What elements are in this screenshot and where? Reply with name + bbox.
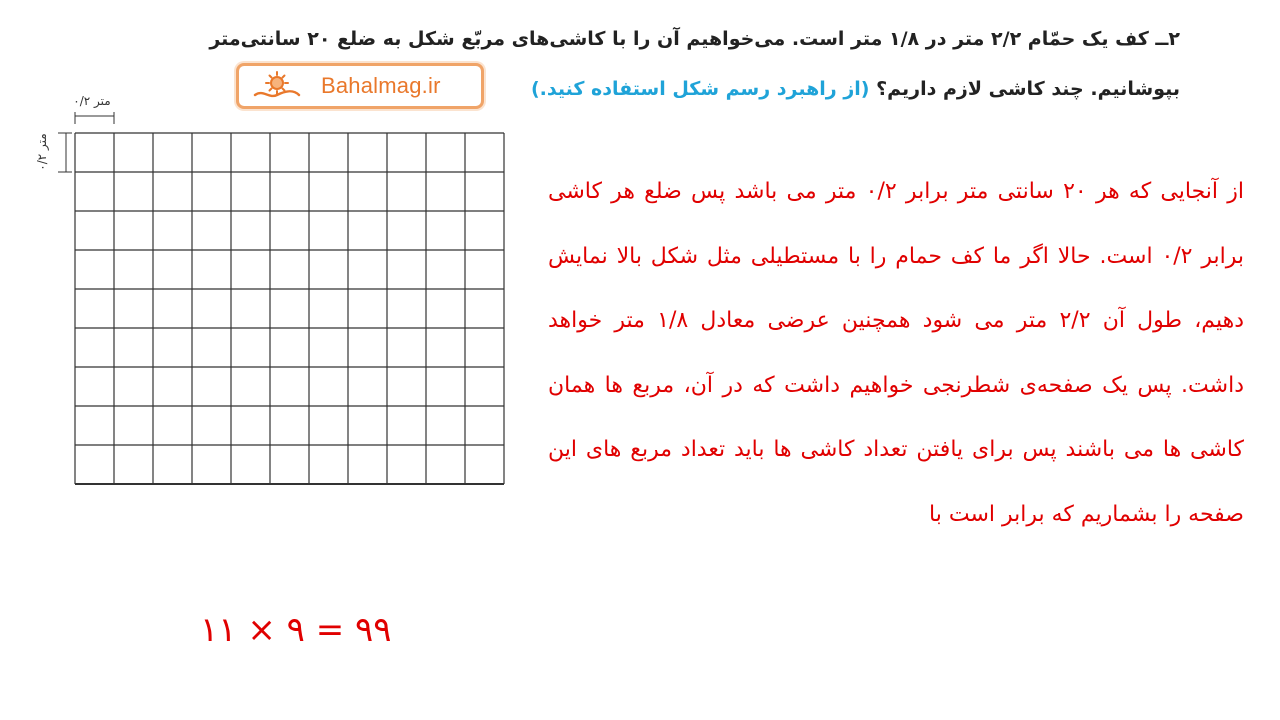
- question-hint: (از راهبرد رسم شکل استفاده کنید.): [530, 78, 870, 100]
- answer-explanation: از آنجایی که هر ۲۰ سانتی متر برابر ۰/۲ متر می باشد پس ضلع هر کاشی برابر ۰/۲ است. حالا اگر ما کف حمام را با مستطیلی مثل شکل بالا نمایش دهیم، طول آن ۲/۲ متر می شود همچنین عرضی معادل ۱/۸ متر خواهد داشت. پس یک صفحه‌ی شطرنجی خواهیم داشت که در آن، مربع ها همان کاشی ها می باشند پس برای یافتن تعداد کاشی ها باید تعداد مربع های این صفحه را بشماریم که برابر است با: [548, 179, 1244, 527]
- watermark-text: Bahalmag.ir: [321, 73, 441, 98]
- side-dimension-marker: [35, 133, 72, 172]
- question-main: ۲ــ کف یک حمّام ۲/۲ متر در ۱/۸ متر است. می‌خواهیم آن را با کاشی‌های مربّع شکل به ضلع ۲۰ سانتی‌متر بپوشانیم. چند کاشی لازم داریم؟: [209, 28, 1180, 100]
- tile-grid: [30, 86, 510, 496]
- bathroom-floor-figure: [30, 86, 510, 496]
- grid-cells: [75, 133, 504, 484]
- top-dimension-label: ۰/۲ متر: [73, 94, 111, 108]
- side-dimension-label: ۰/۲ متر: [35, 133, 49, 171]
- top-dimension-marker: [73, 94, 114, 124]
- result-equation: ۱۱ × ۹ = ۹۹: [200, 610, 392, 650]
